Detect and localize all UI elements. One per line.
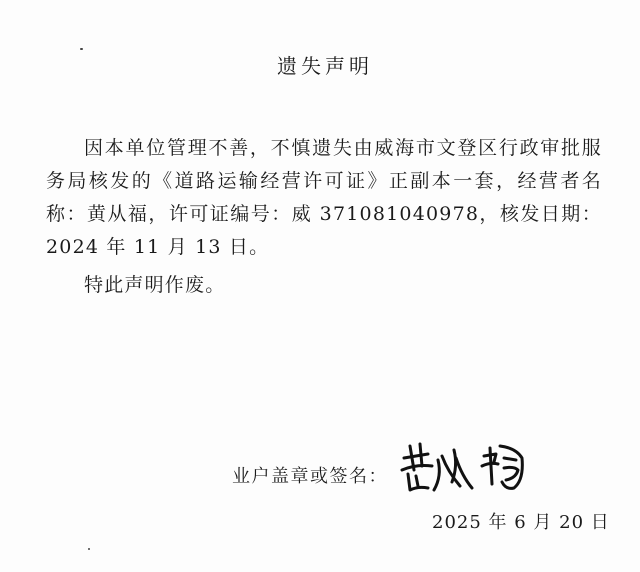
signing-date: 2025 年 6 月 20 日 <box>432 512 610 533</box>
statement-void-declaration: 特此声明作废。 <box>84 274 226 296</box>
statement-body <box>46 132 602 302</box>
signature-label: 业户盖章或签名： <box>232 466 388 487</box>
statement-paragraph: 因本单位管理不善，不慎遗失由威海市文登区行政审批服务局核发的《道路运输经营许可证》正副本一套，经营者名称：黄从福，许可证编号：威 371081040978，核发日期：2024 年 11 月 13 日。 <box>46 137 602 258</box>
handwritten-signature <box>398 436 538 496</box>
document-title: 遗失声明 <box>277 54 373 78</box>
scan-speck <box>88 548 90 550</box>
